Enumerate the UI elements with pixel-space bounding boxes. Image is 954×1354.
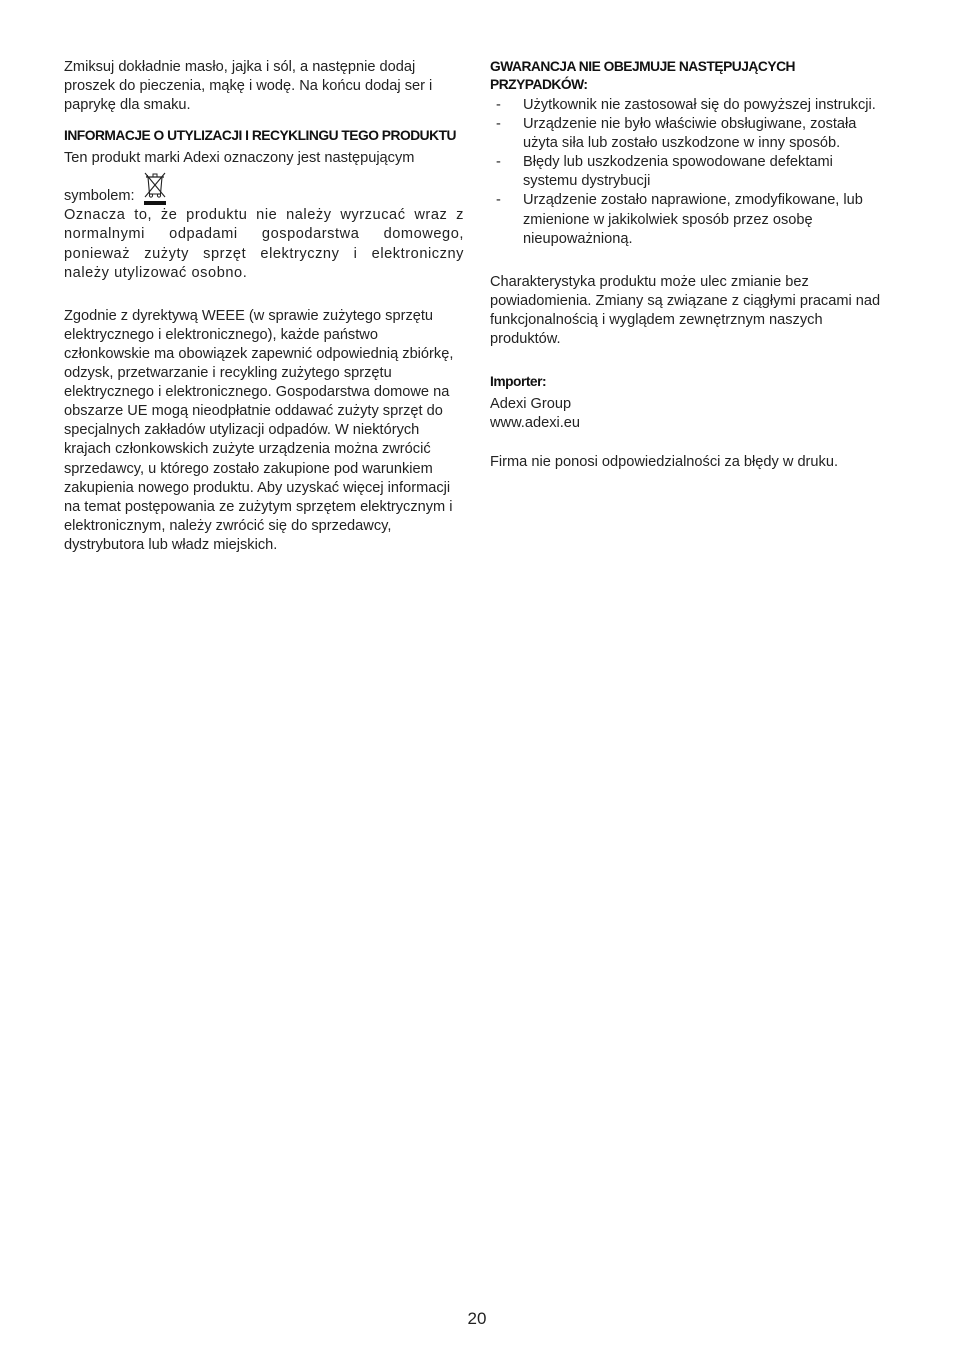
weee-paragraph: Zgodnie z dyrektywą WEEE (w sprawie zużytego sprzętu elektrycznego i elektronicznego), każde państwo członkowskie ma obowiązek zapewnić odpowiednią zbiórkę, odzysk, przetwarzanie i recykling zużytego sprzętu elektrycznego i elektronicznego. Gospodarstwa domowe na obszarze UE mogą nieodpłatnie oddawać zużyty sprzęt do specjalnych zakładów utylizacji odpadów. W niektórych krajach członkowskich zużyte urządzenia można zwrócić sprzedawcy, u którego zostało zakupione pod warunkiem zakupienia nowego produktu. Aby uzyskać więcej informacji na temat postępowania ze zużytym sprzętem elektrycznym i elektronicznym, należy zwrócić się do sprzedawcy, dystrybutora lub władz miejskich. [64,307,454,553]
page-number: 20 [467,1309,487,1328]
importer-url: www.adexi.eu [490,415,581,432]
symbol-label: symbolem: [64,188,135,205]
recipe-intro-paragraph: Zmiksuj dokładnie masło, jajka i sól, a następnie dodaj proszek do pieczenia, mąkę i wodę. Na końcu dodaj ser i paprykę dla smaku. [64,59,433,114]
meaning-paragraph: Oznacza to, że produktu nie należy wyrzucać wraz z normalnymi odpadami gospodarstwa domowego, ponieważ zużyty sprzęt elektryczny i elektroniczny należy utylizować osobno. [64,207,464,281]
symbol-line [64,170,464,206]
warranty-exclusions-list [490,96,890,249]
list-item: - Użytkownik nie zastosował się do powyższej instrukcji. [490,96,890,115]
list-item: - Urządzenie nie było właściwie obsługiwane, została użyta siła lub zostało uszkodzone w inny sposób. [496,116,857,152]
left-column [64,58,464,555]
disposal-heading: INFORMACJE O UTYLIZACJI I RECYKLINGU TEGO PRODUKTU [64,128,456,144]
product-changes-paragraph: Charakterystyka produktu może ulec zmianie bez powiadomienia. Zmiany są związane z ciągłymi pracami nad funkcjonalnością i wyglądem zewnętrznym naszych produktów. [490,273,881,348]
list-item: - Błędy lub uszkodzenia spowodowane defektami systemu dystrybucji [496,154,833,190]
symbol-text-line: Ten produkt marki Adexi oznaczony jest następującym [64,150,415,167]
crossed-out-wheelie-bin-icon [143,170,167,206]
right-column [490,58,890,472]
dash-bullet: - [496,192,501,209]
dash-bullet: - [496,154,501,171]
print-errors-disclaimer: Firma nie ponosi odpowiedzialności za błędy w druku. [490,454,838,471]
dash-bullet: - [496,116,501,133]
warranty-heading: GWARANCJA NIE OBEJMUJE NASTĘPUJĄCYCH PRZYPADKÓW: [490,59,795,92]
list-item: - Urządzenie zostało naprawione, zmodyfikowane, lub zmienione w jakikolwiek sposób przez osobę nieupoważnioną. [496,192,863,247]
importer-heading: Importer: [490,374,547,390]
importer-name: Adexi Group [490,396,572,413]
dash-bullet: - [496,97,501,113]
